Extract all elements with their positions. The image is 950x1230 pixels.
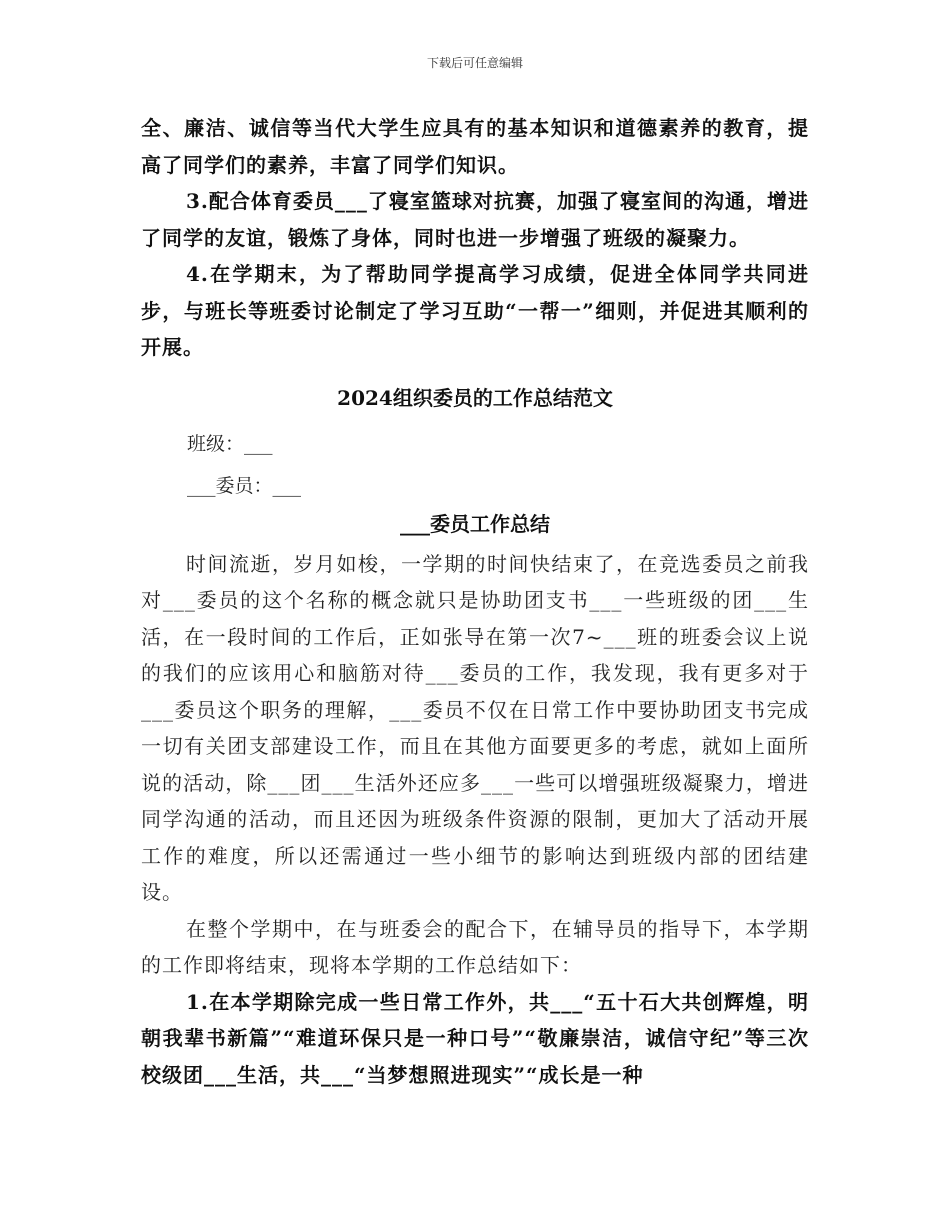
document-body bbox=[141, 110, 809, 1093]
paragraph-item-3: 3.配合体育委员___了寝室篮球对抗赛，加强了寝室间的沟通，增进了同学的友谊，锻炼了身体，同时也进一步增强了班级的凝聚力。 bbox=[141, 189, 809, 250]
paragraph-continuation: 全、廉洁、诚信等当代大学生应具有的基本知识和道德素养的教育，提高了同学们的素养，丰富了同学们知识。 bbox=[141, 116, 809, 177]
member-field: ___委员：___ bbox=[187, 474, 302, 497]
section-subtitle: ___委员工作总结 bbox=[400, 511, 550, 536]
class-field: 班级：___ bbox=[187, 432, 273, 455]
paragraph-item-4: 4.在学期末，为了帮助同学提高学习成绩，促进全体同学共同进步，与班长等班委讨论制定了学习互助“一帮一”细则，并促进其顺利的开展。 bbox=[141, 262, 809, 359]
paragraph-intro: 时间流逝，岁月如梭，一学期的时间快结束了，在竞选委员之前我对___委员的这个名称的概念就只是协助团支书___一些班级的团___生活，在一段时间的工作后，正如张导在第一次7~___班的班委会议上说的我们的应该用心和脑筋对待___委员的工作，我发现，我有更多对于___委员这个职务的理解，___委员不仅在日常工作中要协助团支书完成一切有关团支部建设工作，而且在其他方面要更多的考虑，就如上面所说的活动，除___团___生活外还应多___一些可以增强班级凝聚力，增进同学沟通的活动，而且还因为班级条件资源的限制，更加大了活动开展工作的难度，所以还需通过一些小细节的影响达到班级内部的团结建设。 bbox=[141, 551, 809, 904]
paragraph-summary: 在整个学期中，在与班委会的配合下，在辅导员的指导下，本学期的工作即将结束，现将本学期的工作总结如下： bbox=[141, 916, 809, 977]
page-header: 下载后可任意编辑 bbox=[426, 56, 523, 70]
document-title: 2024组织委员的工作总结范文 bbox=[337, 385, 613, 410]
paragraph-item-1: 1.在本学期除完成一些日常工作外，共___“五十石大共创辉煌，明朝我辈书新篇”“难道环保只是一种口号”“敬廉崇洁，诚信守纪”等三次校级团___生活，共___“当梦想照进现实”“成长是一种 bbox=[141, 989, 809, 1087]
